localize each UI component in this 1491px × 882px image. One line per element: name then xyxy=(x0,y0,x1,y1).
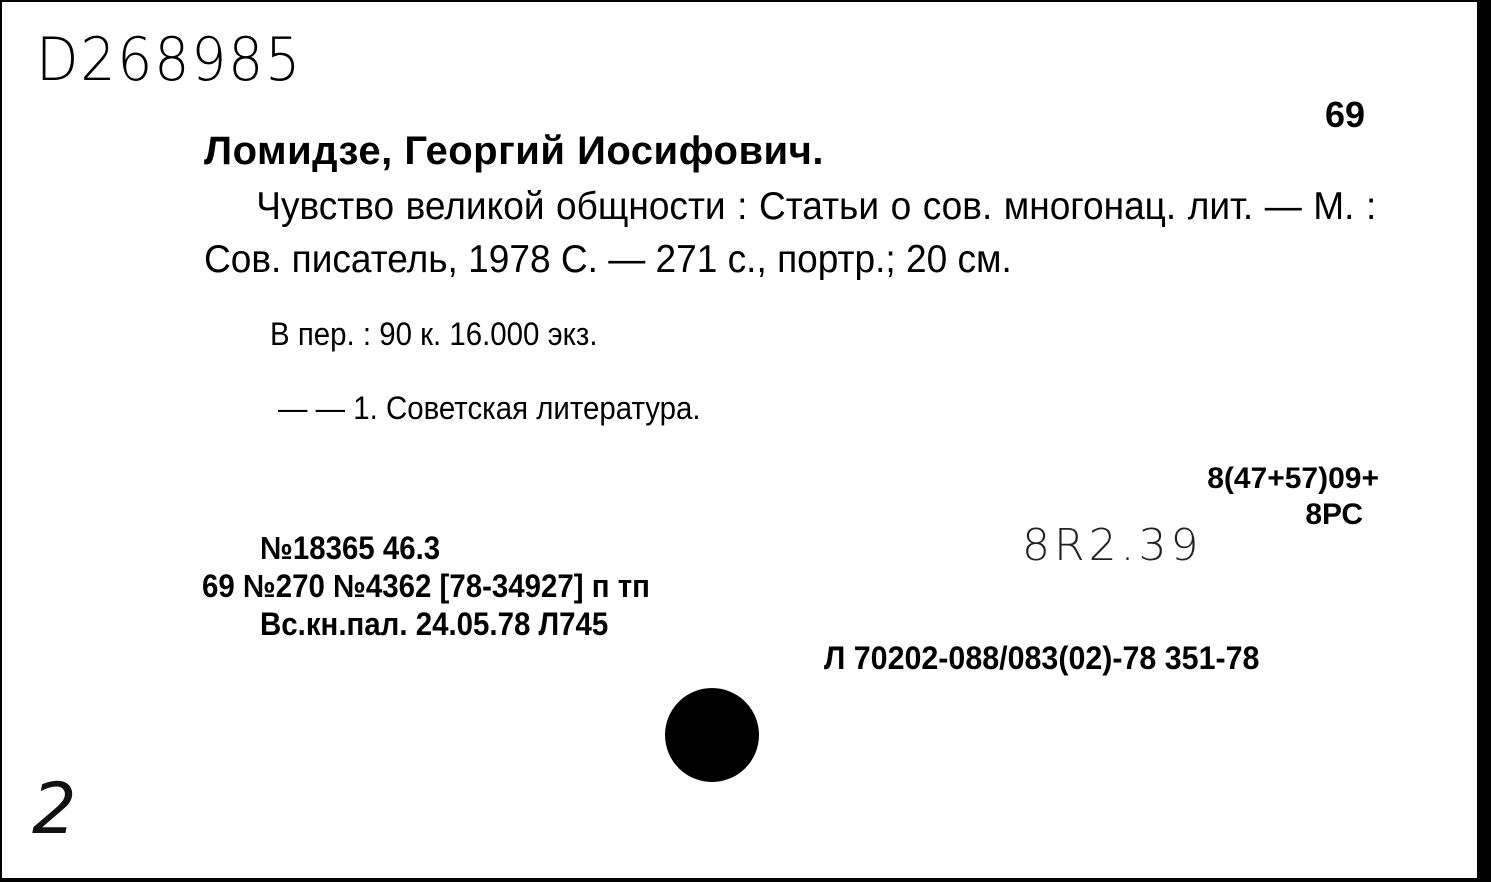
subject-heading: — — 1. Советская литература. xyxy=(278,390,701,426)
corner-mark: 2 xyxy=(32,768,79,850)
bbk-index: 8РС xyxy=(1305,498,1363,531)
tech-line-1: №18365 46.3 xyxy=(260,530,441,566)
catalog-card xyxy=(2,2,1477,878)
inventory-mark: D268985 xyxy=(36,25,303,95)
scan-border-right xyxy=(1477,0,1491,882)
tech-line-2: 69 №270 №4362 [78-34927] п тп xyxy=(202,568,650,604)
price-line: В пер. : 90 к. 16.000 экз. xyxy=(270,316,598,352)
tech-line-3: Вс.кн.пал. 24.05.78 Л745 xyxy=(260,606,609,642)
publisher-index-line: Л 70202-088/083(02)-78 351-78 xyxy=(824,640,1260,676)
udc-index: 8(47+57)09+ xyxy=(1207,462,1379,495)
scan-border-bottom xyxy=(0,878,1491,882)
card-number: 69 xyxy=(1324,94,1365,135)
punch-hole xyxy=(665,688,759,782)
bibliographic-description: Чувство великой общности : Статьи о сов. многонац. лит. — М. : Сов. писатель, 1978 С. — 271 с., портр.; 20 см. xyxy=(204,185,1377,281)
author-heading: Ломидзе, Георгий Иосифович. xyxy=(204,129,824,173)
shelf-mark: 8R2.39 xyxy=(1022,520,1203,571)
